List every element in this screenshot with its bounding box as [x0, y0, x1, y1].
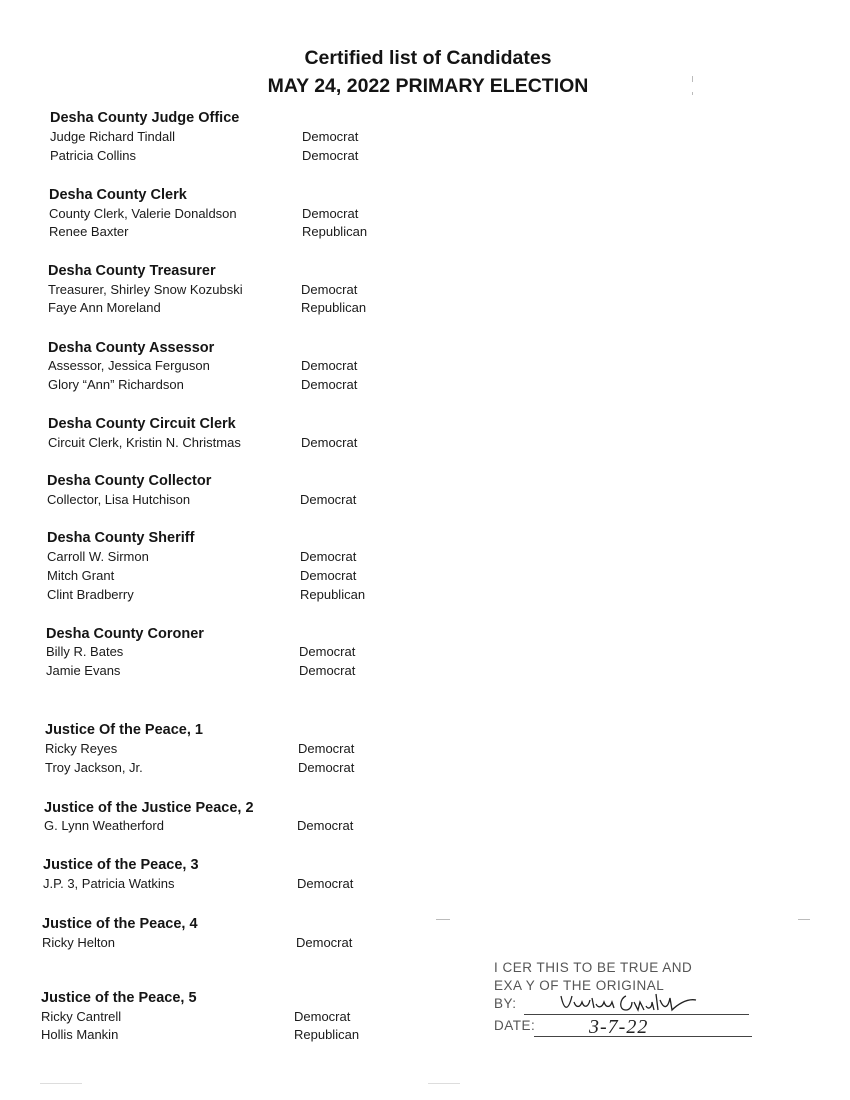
office-heading: Desha County Sheriff	[47, 530, 195, 546]
candidate-party: Democrat	[297, 818, 354, 833]
certification-stamp	[494, 958, 759, 1044]
office-heading: Justice of the Peace, 5	[41, 990, 197, 1006]
candidate-party: Republican	[300, 587, 366, 602]
candidate-party: Democrat	[301, 377, 358, 392]
stamp-date-value: 3-7-22	[589, 1016, 649, 1038]
stamp-line-by: BY:	[494, 996, 517, 1011]
office-heading: Justice of the Peace, 3	[43, 857, 199, 873]
candidate-name: Jamie Evans	[46, 663, 121, 678]
office-heading: Desha County Clerk	[49, 187, 187, 203]
candidate-name: Ricky Cantrell	[41, 1009, 122, 1024]
candidate-party: Democrat	[300, 568, 357, 583]
candidate-party: Democrat	[302, 206, 359, 221]
stamp-line-certify: I CER THIS TO BE TRUE AND	[494, 960, 693, 975]
candidate-party: Republican	[302, 224, 368, 239]
candidate-party: Democrat	[294, 1009, 351, 1024]
office-heading: Desha County Assessor	[48, 340, 215, 356]
candidate-name: Renee Baxter	[49, 224, 129, 239]
stamp-line-date: DATE:	[494, 1018, 536, 1033]
candidate-party: Republican	[301, 300, 367, 315]
page-title: Certified list of Candidates	[304, 47, 552, 69]
candidate-party: Democrat	[301, 282, 358, 297]
candidate-name: Treasurer, Shirley Snow Kozubski	[48, 282, 243, 297]
candidate-name: J.P. 3, Patricia Watkins	[43, 876, 175, 891]
candidate-party: Democrat	[301, 435, 358, 450]
candidate-name: Ricky Reyes	[45, 741, 118, 756]
candidate-name: Glory “Ann” Richardson	[48, 377, 184, 392]
candidate-party: Democrat	[300, 492, 357, 507]
candidate-name: Carroll W. Sirmon	[47, 549, 149, 564]
candidate-party: Democrat	[302, 129, 359, 144]
office-heading: Justice of the Peace, 4	[42, 916, 198, 932]
office-heading: Desha County Collector	[47, 473, 212, 489]
candidate-party: Democrat	[298, 760, 355, 775]
candidate-name: Assessor, Jessica Ferguson	[48, 358, 210, 373]
signature-icon	[556, 988, 706, 1018]
candidate-name: Judge Richard Tindall	[50, 129, 176, 144]
candidate-party: Democrat	[296, 935, 353, 950]
office-heading: Desha County Judge Office	[50, 110, 240, 126]
candidate-name: Clint Bradberry	[47, 587, 134, 602]
office-heading: Justice of the Justice Peace, 2	[44, 800, 254, 816]
candidate-name: Mitch Grant	[47, 568, 115, 583]
office-heading: Desha County Coroner	[46, 626, 204, 642]
candidate-name: Troy Jackson, Jr.	[45, 760, 143, 775]
candidate-party: Democrat	[300, 549, 357, 564]
candidate-name: Collector, Lisa Hutchison	[47, 492, 191, 507]
candidate-name: Faye Ann Moreland	[48, 300, 161, 315]
office-heading: Desha County Treasurer	[48, 263, 216, 279]
page-subtitle: MAY 24, 2022 PRIMARY ELECTION	[267, 75, 589, 97]
candidate-name: G. Lynn Weatherford	[44, 818, 164, 833]
candidate-name: Billy R. Bates	[46, 644, 124, 659]
candidate-party: Democrat	[297, 876, 354, 891]
candidate-party: Democrat	[298, 741, 355, 756]
candidate-name: County Clerk, Valerie Donaldson	[49, 206, 237, 221]
candidate-party: Democrat	[299, 644, 356, 659]
candidate-party: Republican	[294, 1027, 360, 1042]
candidate-name: Ricky Helton	[42, 935, 115, 950]
candidate-name: Hollis Mankin	[41, 1027, 119, 1042]
stamp-line-original: EXA Y OF THE ORIGINAL	[494, 978, 665, 993]
office-heading: Justice Of the Peace, 1	[45, 722, 203, 738]
candidate-party: Democrat	[299, 663, 356, 678]
candidate-party: Democrat	[302, 148, 359, 163]
candidate-name: Patricia Collins	[50, 148, 136, 163]
office-heading: Desha County Circuit Clerk	[48, 416, 236, 432]
candidate-party: Democrat	[301, 358, 358, 373]
candidate-name: Circuit Clerk, Kristin N. Christmas	[48, 435, 241, 450]
